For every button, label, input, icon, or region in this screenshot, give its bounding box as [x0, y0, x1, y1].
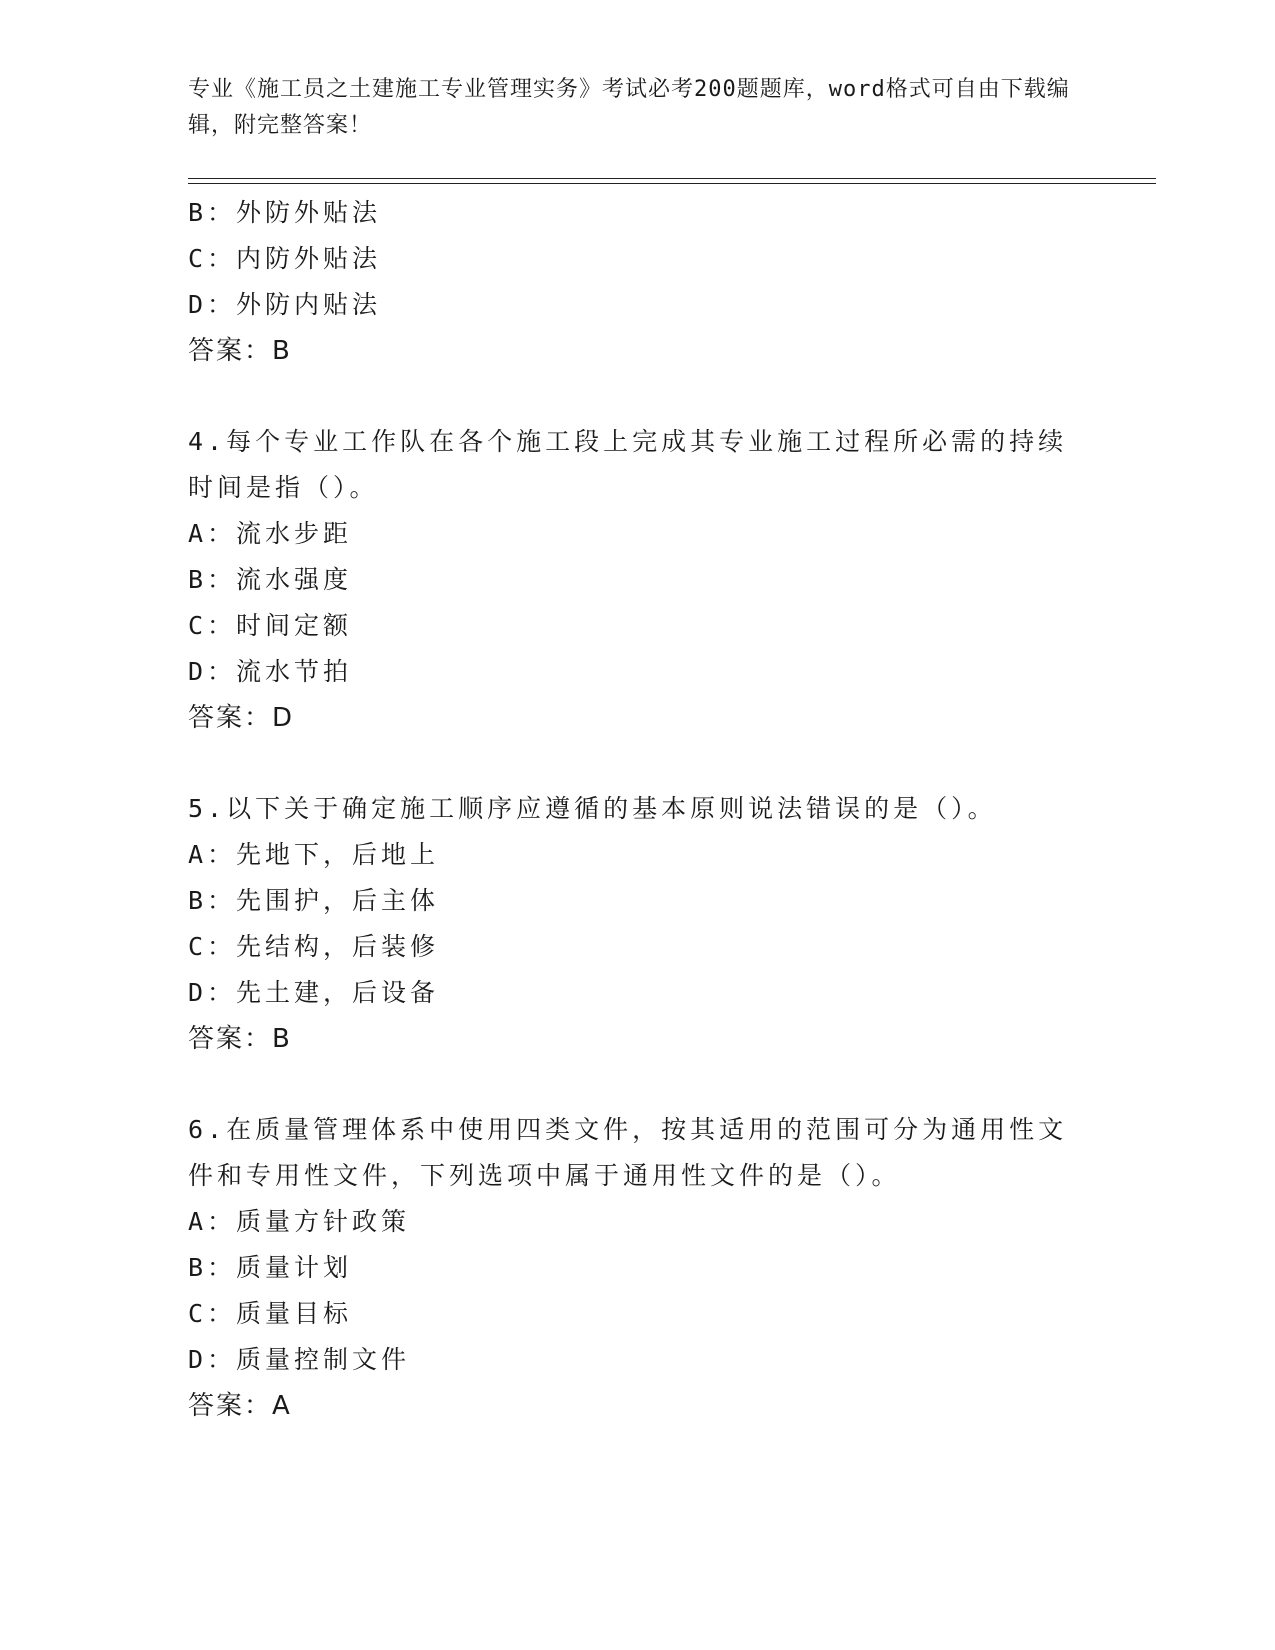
question-4: [188, 419, 1068, 741]
option-d: D：外防内贴法: [188, 290, 382, 319]
option-b: B：质量计划: [188, 1253, 353, 1282]
question-6: [188, 1107, 1068, 1429]
answer-line: 答案：D: [188, 703, 295, 733]
option-d: D：先土建，后设备: [188, 978, 440, 1007]
question-text: 6.在质量管理体系中使用四类文件，按其适用的范围可分为通用性文件和专用性文件，下列选项中属于通用性文件的是（）。: [188, 1115, 1068, 1190]
header-divider-top: [188, 178, 1156, 179]
option-b: B：先围护，后主体: [188, 886, 440, 915]
option-a: A：流水步距: [188, 519, 353, 548]
header-divider-bottom: [188, 183, 1156, 184]
option-d: D：质量控制文件: [188, 1345, 411, 1374]
option-a: A：质量方针政策: [188, 1207, 411, 1236]
question-text: 4.每个专业工作队在各个施工段上完成其专业施工过程所必需的持续时间是指（）。: [188, 427, 1068, 502]
option-c: C：先结构，后装修: [188, 932, 440, 961]
option-b: B：流水强度: [188, 565, 353, 594]
option-a: A：先地下，后地上: [188, 840, 440, 869]
option-c: C：内防外贴法: [188, 244, 382, 273]
answer-line: 答案：B: [188, 1024, 292, 1054]
option-c: C：质量目标: [188, 1299, 353, 1328]
question-5: [188, 786, 1068, 1062]
option-c: C：时间定额: [188, 611, 353, 640]
answer-line: 答案：A: [188, 1391, 292, 1421]
document-header: 专业《施工员之土建施工专业管理实务》考试必考200题题库，word格式可自由下载编辑，附完整答案！: [188, 77, 1070, 138]
question-3-partial: [188, 190, 1068, 374]
question-text: 5.以下关于确定施工顺序应遵循的基本原则说法错误的是（）。: [188, 794, 997, 823]
answer-line: 答案：B: [188, 336, 292, 366]
option-d: D：流水节拍: [188, 657, 353, 686]
option-b: B：外防外贴法: [188, 198, 382, 227]
question-list: [188, 190, 1068, 1429]
